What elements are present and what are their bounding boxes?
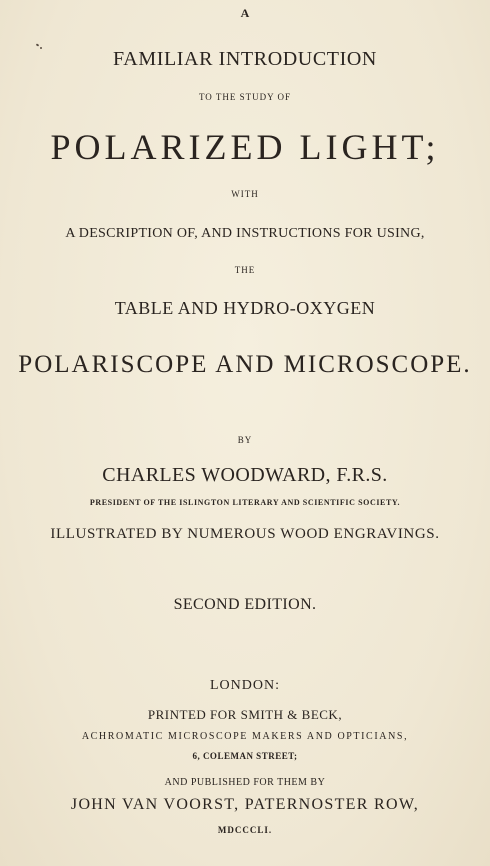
imprint-city: LONDON: [210,678,280,693]
by: BY [237,435,253,445]
to-the-study-of: TO THE STUDY OF [198,92,292,102]
printed-for: PRINTED FOR SMITH & BECK, [147,707,343,722]
author-name: CHARLES WOODWARD, F.R.S. [102,464,388,486]
the: THE [234,265,256,275]
description-line: A DESCRIPTION OF, AND INSTRUCTIONS FOR USING, [65,226,425,241]
familiar-introduction: FAMILIAR INTRODUCTION [113,48,377,70]
with: WITH [231,189,259,199]
polarized-light: POLARIZED LIGHT; [50,127,440,167]
makers-line: ACHROMATIC MICROSCOPE MAKERS AND OPTICIANS, [81,731,409,742]
publication-year: MDCCCLI. [217,825,273,835]
edition: SECOND EDITION. [173,596,317,613]
table-hydro-oxygen: TABLE AND HYDRO-OXYGEN [114,298,376,318]
published-by: AND PUBLISHED FOR THEM BY [164,777,326,788]
illustrated-note: ILLUSTRATED BY NUMEROUS WOOD ENGRAVINGS. [50,526,440,542]
polariscope-microscope: POLARISCOPE AND MICROSCOPE. [18,351,472,378]
publisher-name: JOHN VAN VOORST, PATERNOSTER ROW, [70,796,420,813]
ink-speck [36,43,40,46]
article-a: A [240,6,250,20]
author-affiliation: PRESIDENT OF THE ISLINGTON LITERARY AND SCIENTIFIC SOCIETY. [89,498,401,507]
street-address: 6, COLEMAN STREET; [192,751,298,761]
